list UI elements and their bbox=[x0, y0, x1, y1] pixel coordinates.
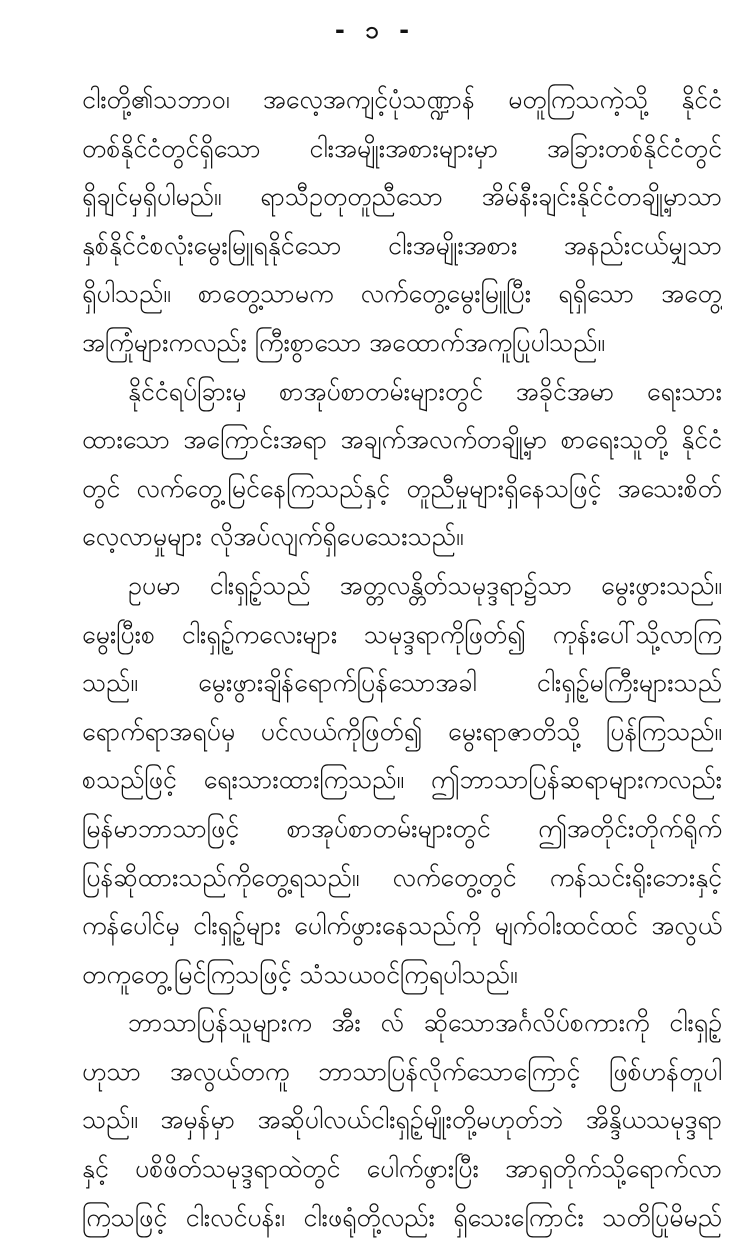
text-line: ထားသော အကြောင်းအရာ အချက်အလက်တချို့မှာ စာရေးသူတို့ နိုင်ငံ bbox=[82, 425, 722, 455]
text-line: နှစ်နိုင်ငံစလုံးမွေးမြူရနိုင်သော ငါးအမျိုးအစား အနည်းငယ်မျှသာ bbox=[82, 230, 722, 260]
text-line: ဘာသာပြန်သူများက အီး လ် ဆိုသောအင်္ဂလိပ်စကားကို ငါးရှဉ့် bbox=[128, 1008, 722, 1038]
text-line: တစ်နိုင်ငံတွင်ရှိသော ငါးအမျိုးအစားများမှာ အခြားတစ်နိုင်ငံတွင် bbox=[82, 133, 722, 163]
text-line: ပြန်ဆိုထားသည်ကိုတွေ့ရသည်။ လက်တွေ့တွင် ကန်သင်းရိုးဘေးနှင့် bbox=[82, 862, 722, 892]
text-line: တွင် လက်တွေ့မြင်နေကြသည်နှင့် တူညီမှုများရှိနေသဖြင့် အသေးစိတ် bbox=[82, 473, 722, 503]
text-line: ကြသဖြင့် ငါးလင်ပန်း၊ ငါးဖရုံတို့လည်း ရှိသေးကြောင်း သတိပြုမိမည် bbox=[82, 1202, 722, 1232]
text-line: စသည်ဖြင့် ရေးသားထားကြသည်။ ဤဘာသာပြန်ဆရာများကလည်း bbox=[82, 765, 722, 795]
text-line: ငါးတို့၏သဘာဝ၊ အလေ့အကျင့်ပုံသဏ္ဍာန် မတူကြသကဲ့သို့ နိုင်ငံ bbox=[82, 85, 722, 114]
text-line: ဟုသာ အလွယ်တကူ ဘာသာပြန်လိုက်သောကြောင့် ဖြစ်ဟန်တူပါ bbox=[82, 1056, 722, 1086]
text-line: သည်။ အမှန်မှာ အဆိုပါလယ်ငါးရှဉ့်မျိုးတို့မဟုတ်ဘဲ အိန္ဒိယသမုဒ္ဒရာ bbox=[82, 1105, 722, 1135]
text-line: အကြုံများကလည်း ကြီးစွာသော အထောက်အကူပြုပါသည်။ bbox=[82, 327, 605, 357]
text-line: သည်။ မွေးဖွားချိန်ရောက်ပြန်သောအခါ ငါးရှဉ့်မကြီးများသည် bbox=[82, 668, 722, 698]
page-number: - ၁ - bbox=[334, 16, 416, 44]
text-line: ရှိချင်မှရှိပါမည်။ ရာသီဥတုတူညီသော အိမ်နီးချင်းနိုင်ငံတချို့မှာသာ bbox=[82, 182, 722, 212]
text-line: မြန်မာဘာသာဖြင့် စာအုပ်စာတမ်းများတွင် ဤအတိုင်းတိုက်ရိုက် bbox=[82, 813, 722, 843]
text-line: ဥပမာ ငါးရှဉ့်သည် အတ္တလန္တိတ်သမုဒ္ဒရာ၌သာ မွေးဖွားသည်။ bbox=[128, 570, 722, 600]
text-line: ရှိပါသည်။ စာတွေ့သာမက လက်တွေ့မွေးမြူပြီး ရရှိသော အတွေ့ bbox=[82, 279, 722, 309]
text-line: မွေးပြီးစ ငါးရှဉ့်ကလေးများ သမုဒ္ဒရာကိုဖြတ်၍ ကုန်းပေါ်သို့လာကြ bbox=[82, 619, 722, 649]
text-line: နှင့် ပစိဖိတ်သမုဒ္ဒရာထဲတွင် ပေါက်ဖွားပြီး အာရှတိုက်သို့ရောက်လာ bbox=[82, 1154, 722, 1184]
text-line: ရောက်ရာအရပ်မှ ပင်လယ်ကိုဖြတ်၍ မွေးရာဇာတိသို့ ပြန်ကြသည်။ bbox=[82, 716, 722, 746]
text-line: တကူတွေ့မြင်ကြသဖြင့် သံသယဝင်ကြရပါသည်။ bbox=[82, 959, 518, 989]
text-line: လေ့လာမှုများ လိုအပ်လျက်ရှိပေသေးသည်။ bbox=[82, 522, 464, 552]
text-line: ကန်ပေါင်မှ ငါးရှဉ့်များ ပေါက်ဖွားနေသည်ကို မျက်ဝါးထင်ထင် အလွယ် bbox=[82, 911, 722, 941]
body-text bbox=[82, 76, 722, 1242]
text-line: နိုင်ငံရပ်ခြားမှ စာအုပ်စာတမ်းများတွင် အခိုင်အမာ ရေးသား bbox=[128, 376, 722, 406]
